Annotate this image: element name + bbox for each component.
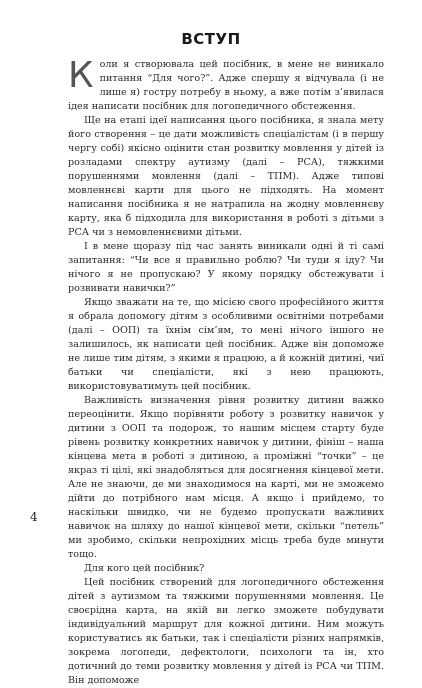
paragraph-6: Для кого цей посібник? [84, 563, 205, 574]
chapter-heading: ВСТУП [181, 30, 241, 48]
body-text [68, 55, 384, 688]
paragraph-7: Цей посібник створений для логопедичного обстеження дітей з аутизмом та тяжкими порушеннями мовлення. Це своєрідна карта, на якій ви легко зможете побудувати індивідуальний маршрут для кожної дитини. Ним можуть користуватись як батьки, так і спеціалісти різних напрямків, зокрема логопеди, дефектологи, психологи та ін, хто дотичний до теми розвитку мовлення у дітей із РСА чи ТПМ. Він допоможе [68, 577, 384, 686]
paragraph-2: Ще на етапі ідеї написання цього посібника, я знала мету його створення – це дати можливість спеціалістам (і в першу чергу собі) якісно оцінити стан розвитку мовлення у дітей із розладами спектру аутизму (далі – РСА), тяжкими порушеннями мовлення (далі – ТПМ). Адже типові мовленнєві карти для цього не підходять. На момент написання посібника я не натрапила на жодну мовленнєву карту, яка б підходила для використання в роботі з дітьми з РСА чи з немовленнєвими дітьми. [68, 115, 384, 238]
paragraph-1 [68, 55, 384, 114]
paragraph-1-text: оли я створювала цей посібник, в мене не виникало питання “Для чого?”. Адже спершу я відчувала (і не лише я) гостру потребу в ньому, а вже потім з’явилася ідея написати посібник для логопедичного обстеження. [68, 59, 384, 112]
drop-cap: К [68, 55, 94, 96]
paragraph-3: І в мене щоразу під час занять виникали одні й ті самі запитання: “Чи все я правильно роблю? Чи туди я іду? Чи нічого я не пропускаю? У якому порядку обстежувати і розвивати навички?” [68, 241, 384, 294]
paragraph-4: Якщо зважати на те, що місією свого професійного життя я обрала допомогу дітям з особливими освітніми потребами (далі – ООП) та їхнім сім’ям, то мені нічого іншого не залишилось, як написати цей посібник. Адже він допоможе не лише тим дітям, з якими я працюю, а й кожній дитині, чиї батьки чи спеціалісти, які з нею працюють, використовуватимуть цей посібник. [68, 297, 384, 392]
page-number: 4 [30, 510, 38, 524]
paragraph-5: Важливість визначення рівня розвитку дитини важко переоцінити. Якщо порівняти роботу з розвитку навичок у дитини з ООП та подорож, то нашим місцем старту буде рівень розвитку конкретних навичок у дитини, фініш – наша кінцева мета в роботі з дитиною, а проміжні “точки” – це якраз ті цілі, які знадобляться для досягнення кінцевої мети. Але не знаючи, де ми знаходимося на карті, ми не зможемо дійти до потрібного нам місця. А якщо і прийдемо, то наскільки швидко, чи не будемо пропускати важливих навичок на шляху до нашої кінцевої мети, скільки “петель” ми зробимо, скільки непрохідних місць треба буде минути тощо. [68, 395, 384, 560]
